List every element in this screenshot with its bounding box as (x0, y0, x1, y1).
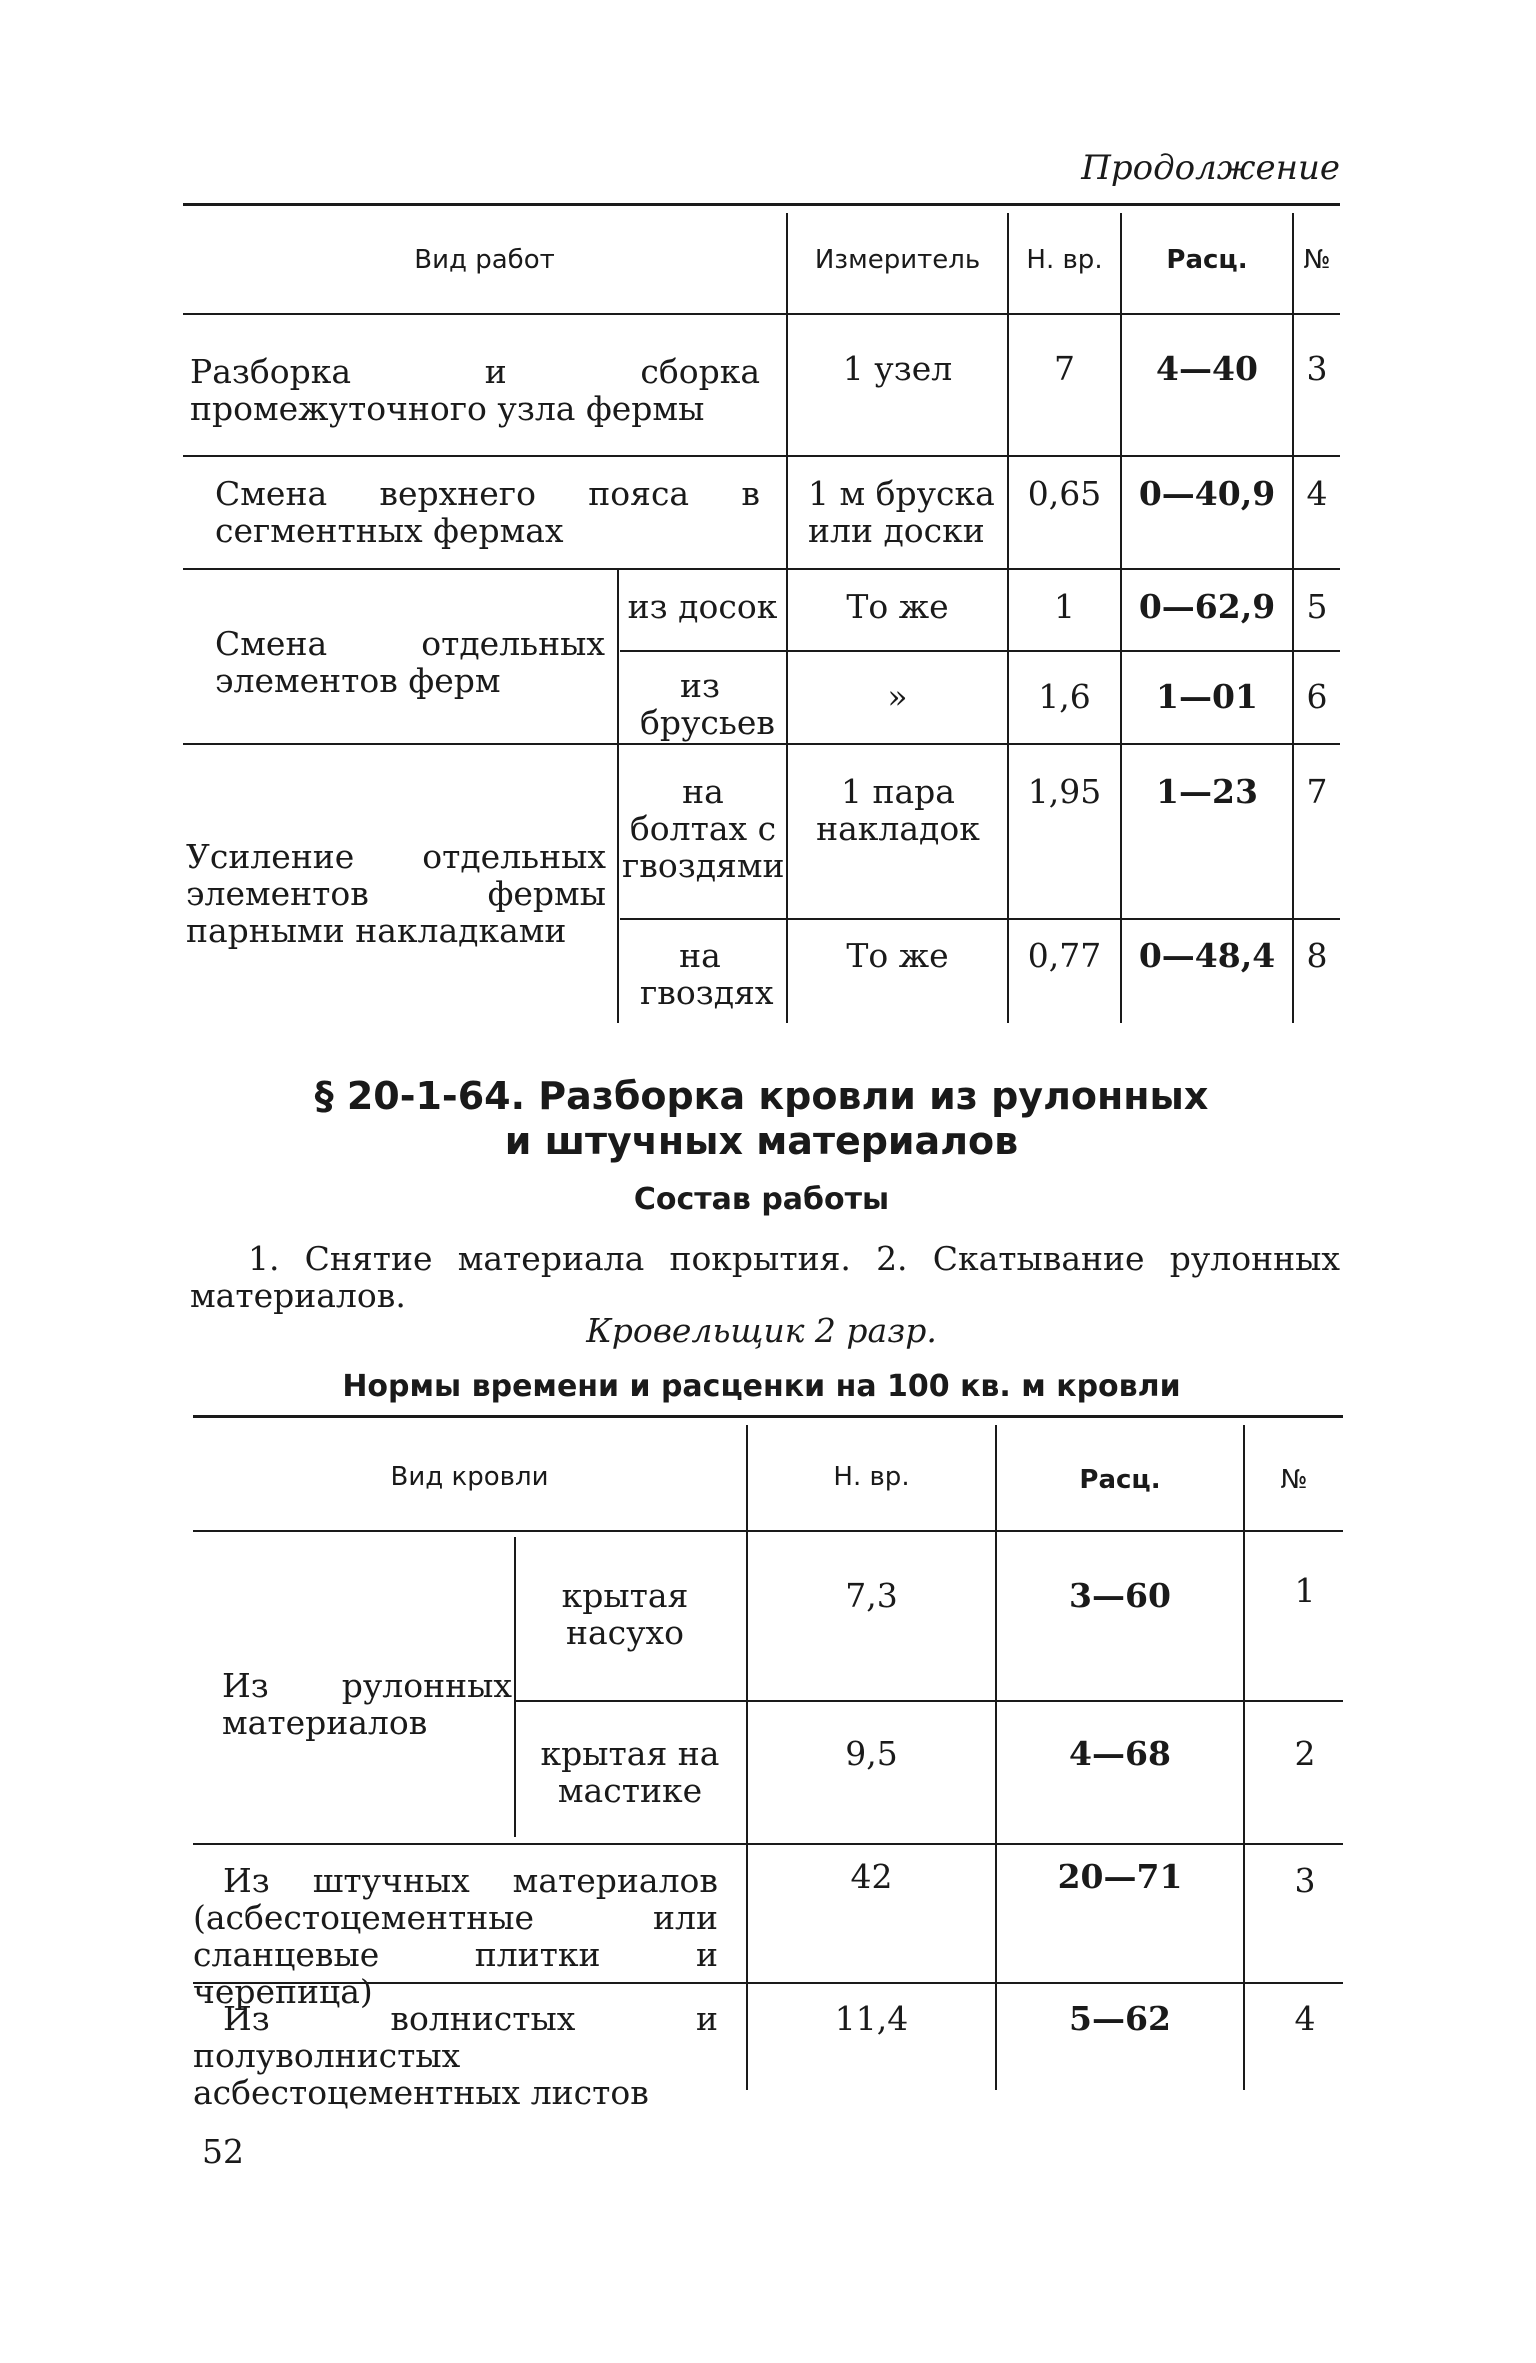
table-cell-norm: 1,95 (1027, 772, 1102, 811)
table-row: Разборка и сборка промежуточного узла фермы (190, 352, 760, 428)
table1-header-work: Вид работ (414, 245, 555, 275)
table-cell-unit: 1 узел (842, 349, 953, 388)
table-cell-rate: 4—40 (1156, 349, 1258, 388)
table-cell-rate: 3—60 (1069, 1576, 1171, 1615)
norms-title: Нормы времени и расценки на 100 кв. м кровли (342, 1369, 1181, 1404)
continuation-label: Продолжение (1081, 148, 1340, 188)
section-title: § 20-1-64. Разборка кровли из рулонных (314, 1074, 1209, 1118)
table-cell-unit: То же (846, 587, 949, 626)
table1-header-num: № (1303, 245, 1331, 275)
table-row: Смена верхнего пояса в сегментных фермах (215, 474, 760, 550)
table-cell-rate: 1—01 (1156, 677, 1258, 716)
table-cell-rate: 1—23 (1156, 772, 1258, 811)
table2-header-num: № (1280, 1465, 1308, 1495)
table-cell-norm: 1,6 (1038, 677, 1091, 716)
table-cell-rate: 20—71 (1057, 1857, 1183, 1896)
table2-header-rule (193, 1530, 1343, 1532)
table-cell-norm: 7,3 (845, 1576, 898, 1615)
table-cell-num: 1 (1294, 1571, 1316, 1610)
table-cell-norm: 0,77 (1027, 936, 1102, 975)
table2-header-rate: Расц. (1079, 1465, 1161, 1495)
table-cell-unit: 1 м бруска или доски (808, 474, 995, 550)
table-cell-norm: 42 (850, 1857, 893, 1896)
table-cell-norm: 0,65 (1027, 474, 1102, 513)
table2-header-roof: Вид кровли (390, 1462, 549, 1492)
table-cell-sub: на болтах с гвоздями (622, 772, 785, 885)
section-title-line2: и штучных материалов (504, 1119, 1019, 1163)
table1-subrow-rule (620, 650, 1340, 652)
table1-row-rule (183, 568, 1340, 570)
table1-row-rule (183, 455, 1340, 457)
table-cell-sub: на гвоздях (640, 936, 774, 1012)
table2-subrow-rule (515, 1700, 1343, 1702)
table2-top-rule (193, 1415, 1343, 1418)
worker-grade: Кровельщик 2 разр. (586, 1311, 937, 1350)
table-cell-sub: из досок (627, 587, 778, 626)
table-cell-num: 2 (1294, 1734, 1316, 1773)
table-cell-unit: 1 пара накладок (816, 772, 980, 848)
table-cell-num: 3 (1294, 1861, 1316, 1900)
table-row: Из рулонных материалов (222, 1666, 512, 1742)
table-cell-rate: 0—48,4 (1138, 936, 1276, 975)
table-cell-num: 5 (1306, 587, 1328, 626)
page-number: 52 (202, 2132, 244, 2171)
table-cell-sub: крытая на мастике (540, 1734, 720, 1810)
table-cell-sub: из брусьев (640, 666, 775, 742)
table1-row-rule (183, 743, 1340, 745)
table-cell-unit: То же (846, 936, 949, 975)
table-cell-unit: » (887, 677, 908, 716)
table-row: Усиление отдельных элементов фермы парными накладками (186, 837, 606, 950)
table-cell-rate: 0—62,9 (1138, 587, 1276, 626)
table-cell-num: 7 (1306, 772, 1328, 811)
table-row: Из волнистых и полуволнистых асбестоцементных листов (193, 1999, 718, 2112)
table-cell-rate: 5—62 (1069, 1999, 1171, 2038)
work-composition: 1. Снятие материала покрытия. 2. Скатывание рулонных материалов. (190, 1239, 1340, 1315)
table1-header-unit: Измеритель (814, 245, 981, 275)
table-cell-norm: 11,4 (834, 1999, 909, 2038)
table2-sub-divider (514, 1537, 516, 1837)
table-cell-num: 6 (1306, 677, 1328, 716)
table1-subrow-rule (620, 918, 1340, 920)
table1-header-norm: Н. вр. (1026, 245, 1103, 275)
table-cell-num: 4 (1294, 1999, 1316, 2038)
table-cell-num: 4 (1306, 474, 1328, 513)
table-cell-rate: 4—68 (1069, 1734, 1171, 1773)
table1-header-rule (183, 313, 1340, 315)
table-row: Из штучных материалов (асбестоцементные или сланцевые плитки и черепица) (193, 1861, 718, 2011)
table-cell-sub: крытая насухо (561, 1576, 689, 1652)
table2-row-rule (193, 1843, 1343, 1845)
table-cell-norm: 7 (1054, 349, 1075, 388)
table1-header-rate: Расц. (1166, 245, 1248, 275)
table1-top-rule (183, 203, 1340, 206)
section-subtitle: Состав работы (633, 1182, 890, 1217)
table-cell-rate: 0—40,9 (1138, 474, 1276, 513)
table1-sub-divider (617, 743, 619, 1023)
table-cell-num: 8 (1306, 936, 1328, 975)
table-row: Смена отдельных элементов ферм (215, 624, 605, 700)
table-cell-norm: 9,5 (845, 1734, 898, 1773)
table-cell-norm: 1 (1054, 587, 1075, 626)
table2-header-norm: Н. вр. (833, 1462, 910, 1492)
table-cell-num: 3 (1306, 349, 1328, 388)
